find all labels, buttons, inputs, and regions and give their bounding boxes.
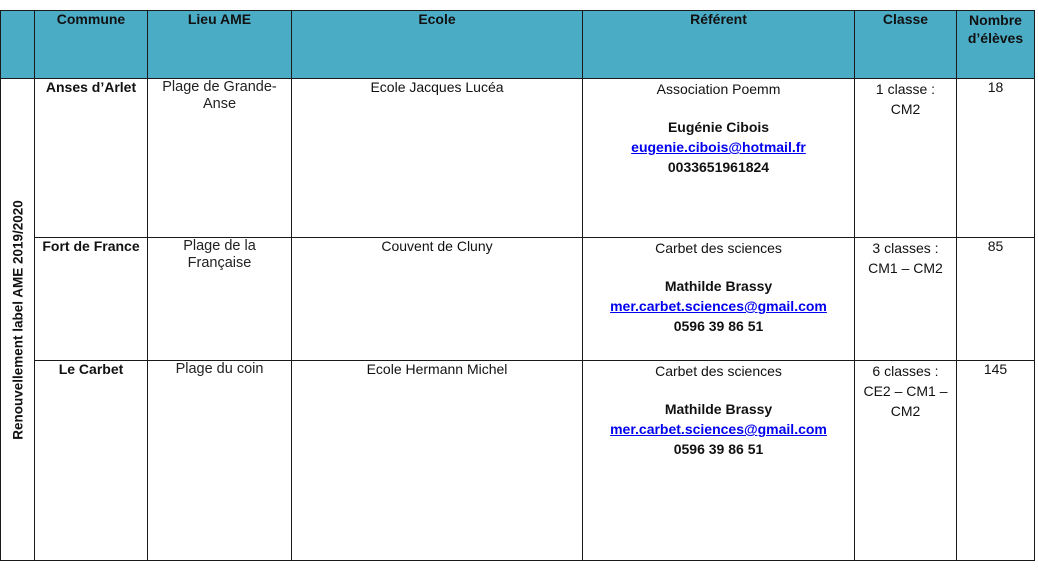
- header-ecole: Ecole: [292, 11, 583, 79]
- referent-email-link[interactable]: mer.carbet.sciences@gmail.com: [610, 298, 827, 314]
- nombre-cell: 145: [957, 361, 1035, 561]
- commune-cell: Fort de France: [35, 238, 148, 361]
- lieu-line: Plage de Grande-: [162, 79, 277, 95]
- ecole-cell: Ecole Jacques Lucéa: [292, 79, 583, 238]
- referent-org: Carbet des sciences: [655, 240, 782, 256]
- referent-phone: 0033651961824: [667, 159, 770, 175]
- classe-line: CM1 – CM2: [868, 260, 943, 276]
- header-commune: Commune: [35, 11, 148, 79]
- lieu-cell: [148, 238, 292, 361]
- table-row: [1, 79, 1035, 238]
- ecole-cell: Ecole Hermann Michel: [292, 361, 583, 561]
- nombre-cell: 18: [957, 79, 1035, 238]
- referent-person: Eugénie Cibois: [667, 119, 770, 135]
- side-cell: [1, 79, 35, 561]
- referent-cell: [583, 361, 855, 561]
- commune-cell: Anses d’Arlet: [35, 79, 148, 238]
- classe-line: CE2 – CM1 –: [863, 383, 948, 399]
- referent-person: Mathilde Brassy: [664, 401, 773, 417]
- classe-line: CM2: [890, 403, 921, 419]
- table-row: [1, 238, 1035, 361]
- classe-cell: [855, 238, 957, 361]
- header-nombre: [957, 11, 1035, 79]
- header-referent: Référent: [583, 11, 855, 79]
- ame-table: [0, 10, 1035, 561]
- lieu-cell: [148, 361, 292, 561]
- lieu-line: Plage de la: [183, 238, 256, 254]
- side-label: Renouvellement label AME 2019/2020: [10, 199, 25, 440]
- referent-email-link[interactable]: mer.carbet.sciences@gmail.com: [610, 421, 827, 437]
- lieu-line: Anse: [202, 96, 237, 112]
- classe-line: CM2: [890, 101, 921, 117]
- classe-line: 3 classes :: [872, 240, 939, 256]
- referent-cell: [583, 238, 855, 361]
- referent-cell: [583, 79, 855, 238]
- referent-org: Association Poemm: [656, 81, 781, 97]
- classe-line: 1 classe :: [875, 81, 936, 97]
- classe-cell: [855, 79, 957, 238]
- nombre-cell: 85: [957, 238, 1035, 361]
- header-row: [1, 11, 1035, 79]
- lieu-line: Française: [187, 255, 252, 271]
- referent-person: Mathilde Brassy: [664, 278, 773, 294]
- classe-cell: [855, 361, 957, 561]
- lieu-line: Plage du coin: [175, 361, 264, 377]
- header-blank: [1, 11, 35, 79]
- referent-org: Carbet des sciences: [655, 363, 782, 379]
- header-nombre-line2: d’élèves: [967, 30, 1024, 46]
- table-row: [1, 361, 1035, 561]
- lieu-cell: [148, 79, 292, 238]
- referent-email-link[interactable]: eugenie.cibois@hotmail.fr: [631, 139, 806, 155]
- header-classe: Classe: [855, 11, 957, 79]
- referent-phone: 0596 39 86 51: [673, 318, 764, 334]
- classe-line: 6 classes :: [872, 363, 939, 379]
- header-nombre-line1: Nombre: [969, 12, 1022, 28]
- commune-cell: Le Carbet: [35, 361, 148, 561]
- referent-phone: 0596 39 86 51: [673, 441, 764, 457]
- header-lieu: Lieu AME: [148, 11, 292, 79]
- ecole-cell: Couvent de Cluny: [292, 238, 583, 361]
